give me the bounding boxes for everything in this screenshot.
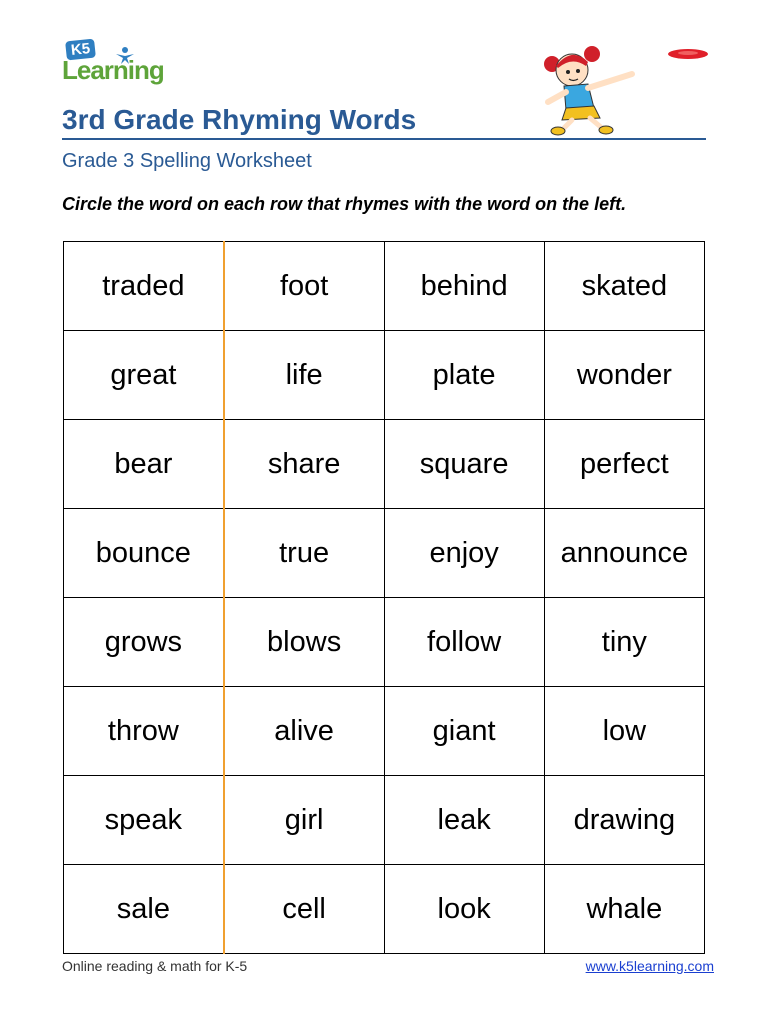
choice-word-cell[interactable]: alive xyxy=(224,687,384,776)
target-word-cell: sale xyxy=(64,865,224,954)
girl-throwing-frisbee-illustration xyxy=(536,36,712,136)
choice-word-cell[interactable]: life xyxy=(224,331,384,420)
choice-word-cell[interactable]: leak xyxy=(384,776,544,865)
target-word-cell: great xyxy=(64,331,224,420)
target-word-cell: speak xyxy=(64,776,224,865)
logo-badge: K5 xyxy=(65,39,96,61)
target-word-cell: traded xyxy=(64,242,224,331)
choice-word-cell[interactable]: true xyxy=(224,509,384,598)
choice-word-cell[interactable]: skated xyxy=(544,242,704,331)
footer-tagline: Online reading & math for K-5 xyxy=(62,958,248,974)
rhyming-word-table xyxy=(63,241,705,954)
choice-word-cell[interactable]: cell xyxy=(224,865,384,954)
page-title: 3rd Grade Rhyming Words xyxy=(62,104,417,135)
choice-word-cell[interactable]: enjoy xyxy=(384,509,544,598)
k5-learning-logo xyxy=(62,40,172,90)
choice-word-cell[interactable]: follow xyxy=(384,598,544,687)
instructions: Circle the word on each row that rhymes with the word on the left. xyxy=(62,194,627,214)
table-row xyxy=(64,420,705,509)
target-word-cell: grows xyxy=(64,598,224,687)
table-row xyxy=(64,598,705,687)
logo-wordmark: Learning xyxy=(62,55,164,85)
choice-word-cell[interactable]: plate xyxy=(384,331,544,420)
target-word-cell: throw xyxy=(64,687,224,776)
title-divider xyxy=(62,138,706,140)
table-row xyxy=(64,687,705,776)
choice-word-cell[interactable]: wonder xyxy=(544,331,704,420)
choice-word-cell[interactable]: low xyxy=(544,687,704,776)
choice-word-cell[interactable]: square xyxy=(384,420,544,509)
table-row xyxy=(64,509,705,598)
page-subtitle: Grade 3 Spelling Worksheet xyxy=(62,150,312,172)
footer-website-link[interactable]: www.k5learning.com xyxy=(585,958,714,974)
choice-word-cell[interactable]: share xyxy=(224,420,384,509)
choice-word-cell[interactable]: blows xyxy=(224,598,384,687)
choice-word-cell[interactable]: giant xyxy=(384,687,544,776)
choice-word-cell[interactable]: behind xyxy=(384,242,544,331)
table-row xyxy=(64,776,705,865)
table-row xyxy=(64,242,705,331)
choice-word-cell[interactable]: drawing xyxy=(544,776,704,865)
choice-word-cell[interactable]: announce xyxy=(544,509,704,598)
table-row xyxy=(64,331,705,420)
word-table-body xyxy=(64,242,705,954)
choice-word-cell[interactable]: tiny xyxy=(544,598,704,687)
target-word-cell: bounce xyxy=(64,509,224,598)
target-word-cell: bear xyxy=(64,420,224,509)
choice-word-cell[interactable]: girl xyxy=(224,776,384,865)
choice-word-cell[interactable]: perfect xyxy=(544,420,704,509)
choice-word-cell[interactable]: look xyxy=(384,865,544,954)
table-row xyxy=(64,865,705,954)
choice-word-cell[interactable]: whale xyxy=(544,865,704,954)
choice-word-cell[interactable]: foot xyxy=(224,242,384,331)
